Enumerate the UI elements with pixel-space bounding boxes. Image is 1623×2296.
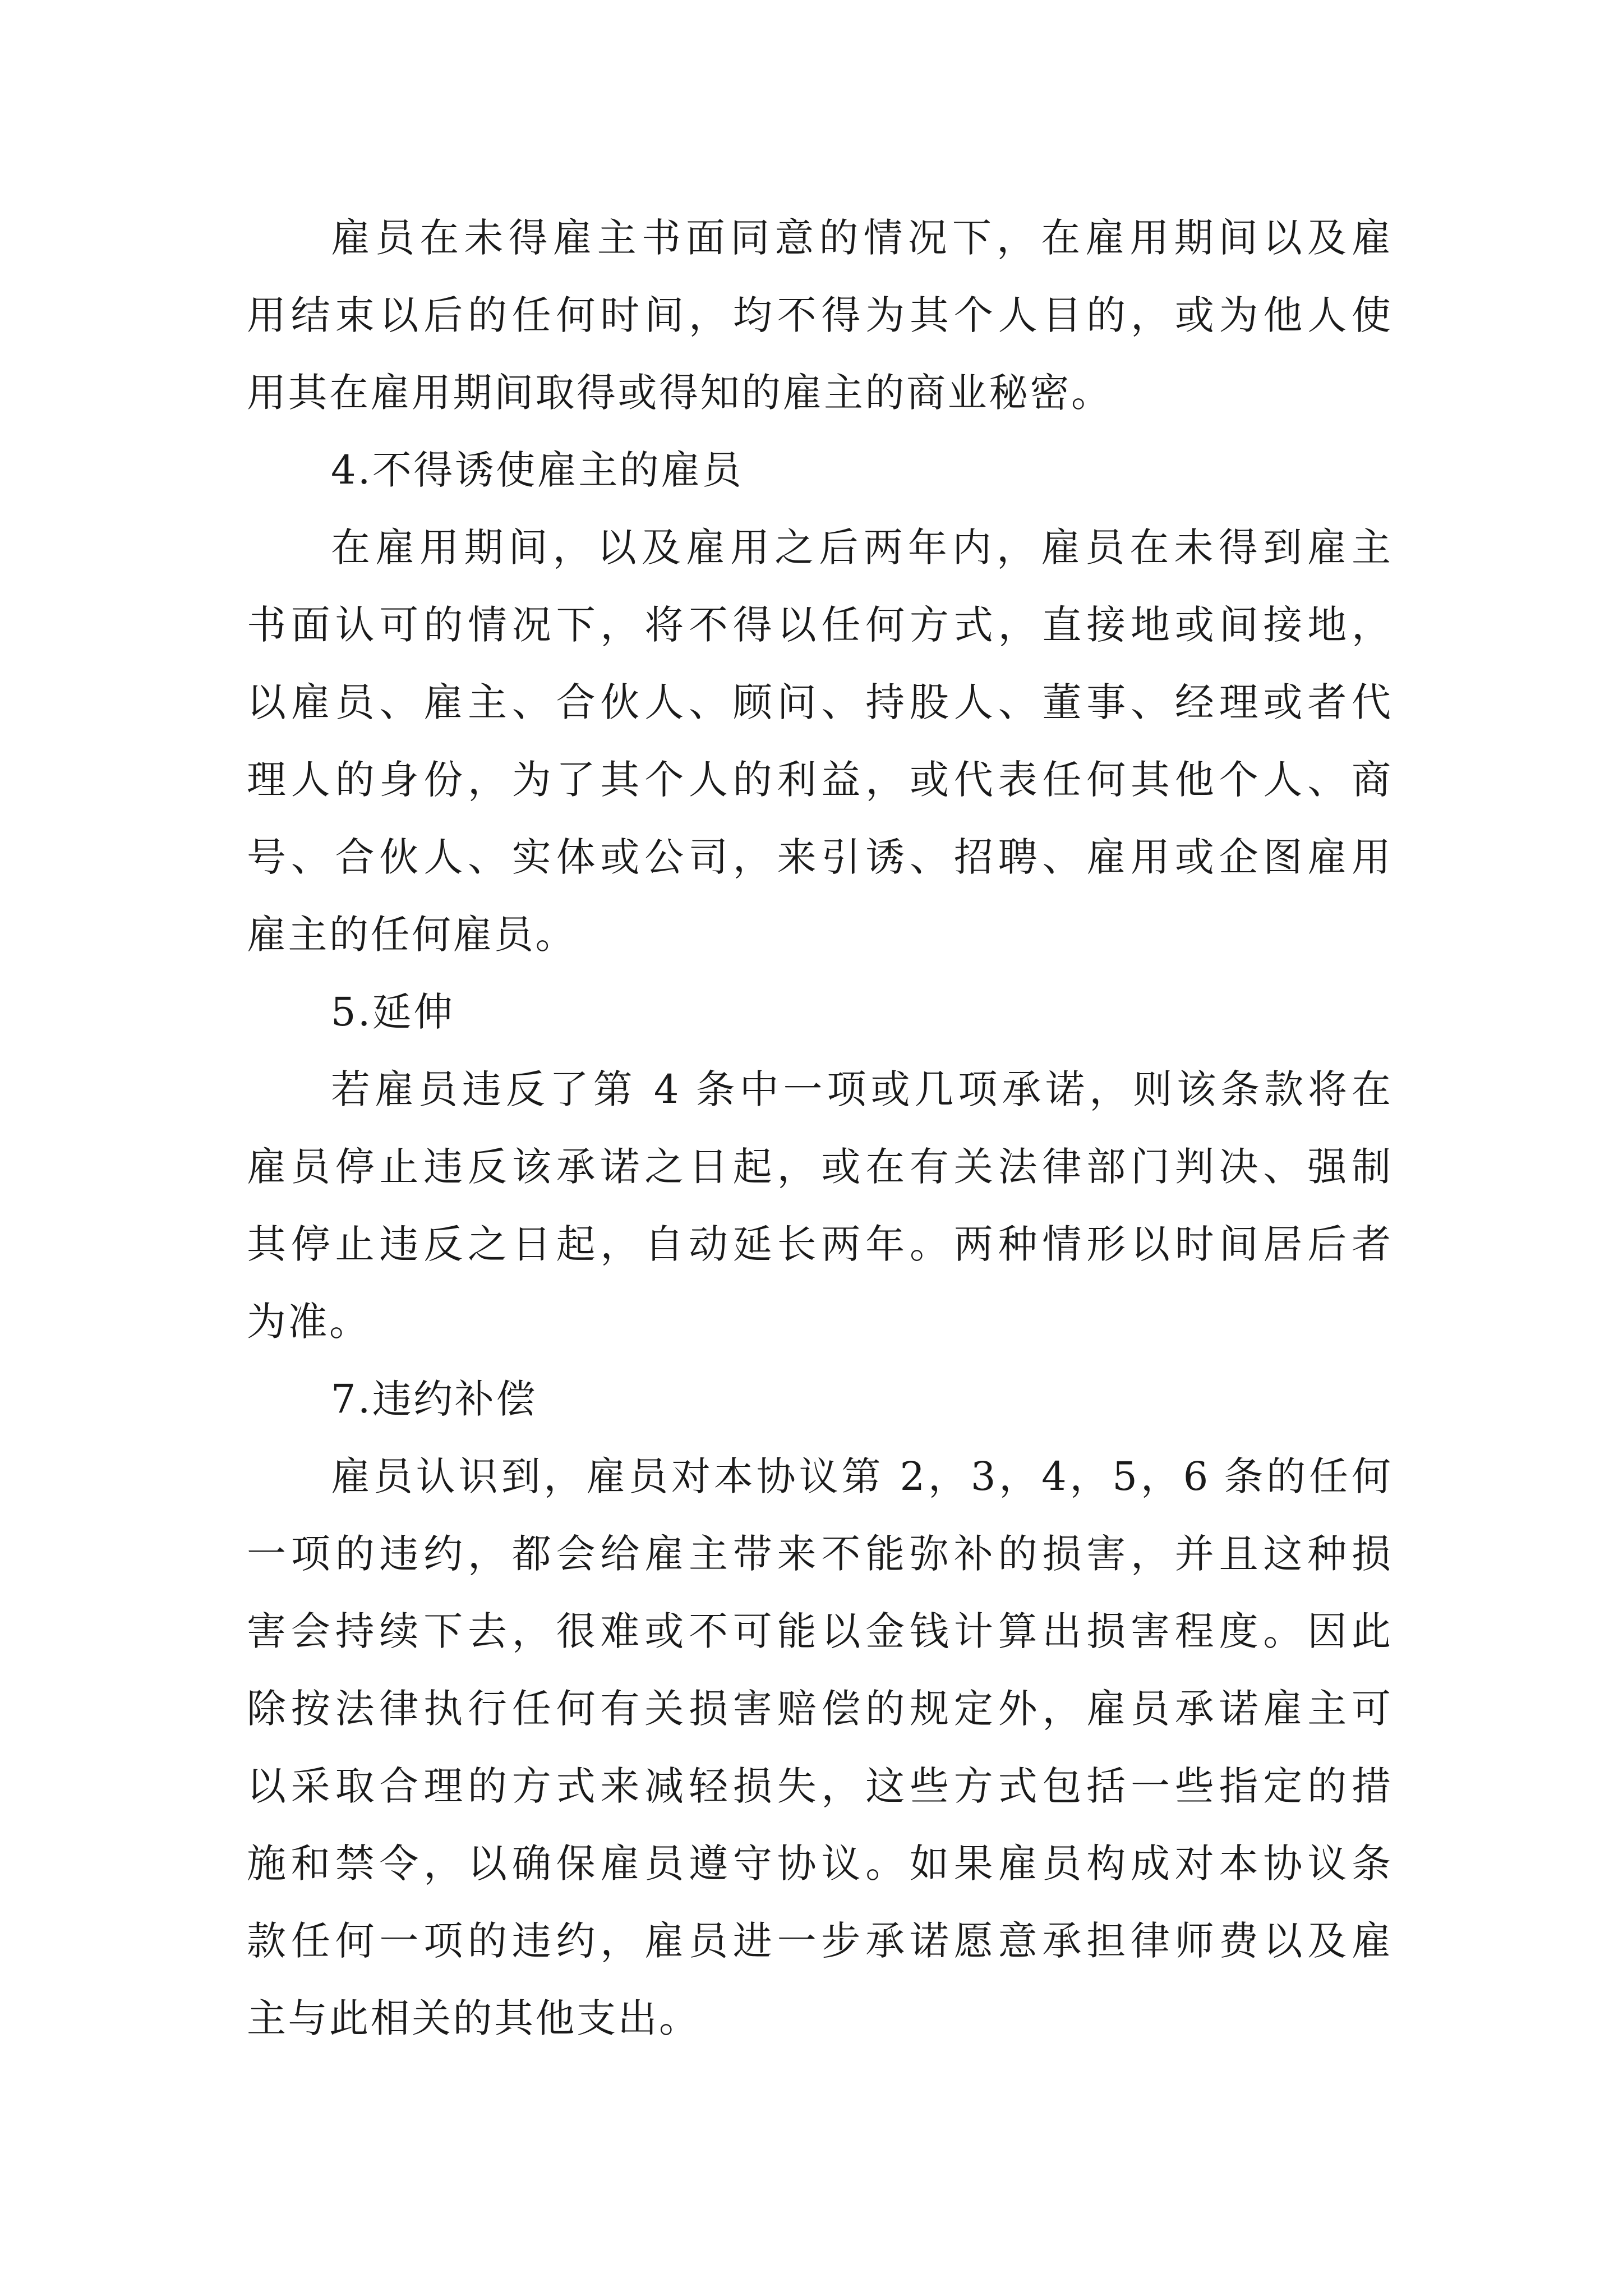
paragraph-line: 在雇用期间，以及雇用之后两年内，雇员在未得到雇主 bbox=[331, 524, 1391, 570]
paragraph-line: 除按法律执行任何有关损害赔偿的规定外，雇员承诺雇主可 bbox=[247, 1686, 1391, 1732]
paragraph-line: 主与此相关的其他支出。 bbox=[247, 1995, 700, 2041]
paragraph-line: 雇员停止违反该承诺之日起，或在有关法律部门判决、强制 bbox=[247, 1144, 1391, 1190]
paragraph-line: 理人的身份，为了其个人的利益，或代表任何其他个人、商 bbox=[247, 757, 1391, 803]
paragraph-line: 雇主的任何雇员。 bbox=[247, 912, 577, 958]
section-heading: 5.延伸 bbox=[331, 989, 455, 1035]
paragraph-line: 一项的违约，都会给雇主带来不能弥补的损害，并且这种损 bbox=[247, 1531, 1391, 1577]
paragraph-line: 其停止违反之日起，自动延长两年。两种情形以时间居后者 bbox=[247, 1221, 1391, 1267]
paragraph-line: 害会持续下去，很难或不可能以金钱计算出损害程度。因此 bbox=[247, 1608, 1391, 1654]
paragraph-line: 用结束以后的任何时间，均不得为其个人目的，或为他人使 bbox=[247, 292, 1391, 338]
paragraph-line: 施和禁令，以确保雇员遵守协议。如果雇员构成对本协议条 bbox=[247, 1841, 1391, 1887]
paragraph-line: 号、合伙人、实体或公司，来引诱、招聘、雇用或企图雇用 bbox=[247, 834, 1391, 880]
paragraph-line: 用其在雇用期间取得或得知的雇主的商业秘密。 bbox=[247, 370, 1113, 416]
paragraph-line: 书面认可的情况下，将不得以任何方式，直接地或间接地， bbox=[247, 602, 1391, 648]
section-heading: 7.违约补偿 bbox=[331, 1376, 537, 1422]
paragraph-line: 以雇员、雇主、合伙人、顾问、持股人、董事、经理或者代 bbox=[247, 679, 1391, 725]
paragraph-line: 以采取合理的方式来减轻损失，这些方式包括一些指定的措 bbox=[247, 1763, 1391, 1809]
paragraph-line: 雇员认识到，雇员对本协议第 2，3，4，5，6 条的任何 bbox=[331, 1453, 1391, 1499]
paragraph-line: 为准。 bbox=[247, 1299, 371, 1345]
paragraph-line: 若雇员违反了第 4 条中一项或几项承诺，则该条款将在 bbox=[331, 1066, 1391, 1112]
section-heading: 4.不得诱使雇主的雇员 bbox=[331, 447, 744, 493]
paragraph-line: 款任何一项的违约，雇员进一步承诺愿意承担律师费以及雇 bbox=[247, 1918, 1391, 1964]
paragraph-line: 雇员在未得雇主书面同意的情况下，在雇用期间以及雇 bbox=[331, 215, 1391, 261]
